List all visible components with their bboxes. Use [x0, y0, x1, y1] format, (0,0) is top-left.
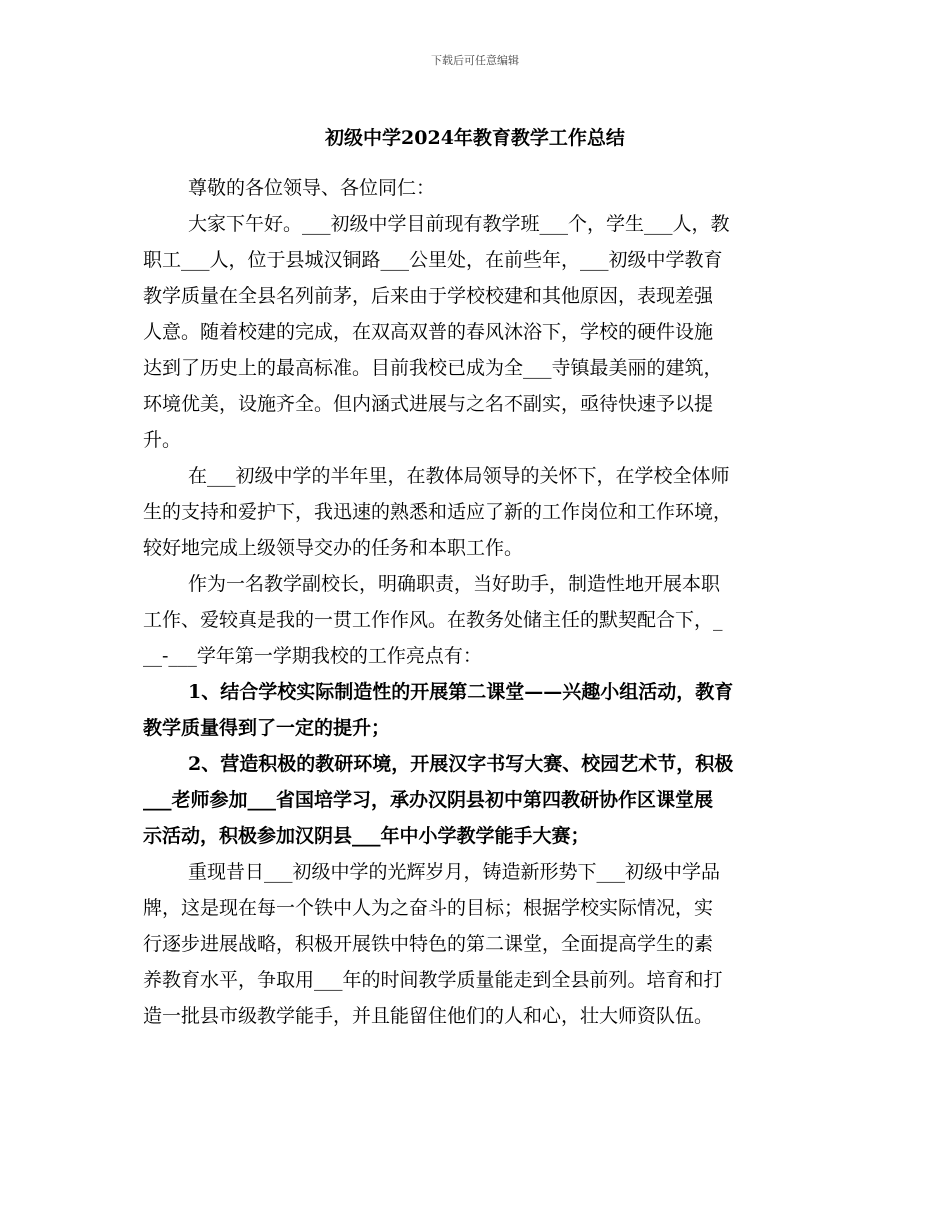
paragraph-line: 达到了历史上的最高标准。目前我校已成为全___寺镇最美丽的建筑， — [143, 357, 723, 379]
paragraph-line: ___老师参加___省国培学习，承办汉阴县初中第四教研协作区课堂展 — [143, 789, 714, 811]
paragraph-line: __-___学年第一学期我校的工作亮点有： — [143, 645, 482, 667]
paragraph-line: 升。 — [143, 429, 182, 451]
paragraph-school-intro — [143, 206, 815, 458]
paragraph-line: 教学质量在全县名列前茅，后来由于学校校建和其他原因，表现差强 — [143, 285, 714, 307]
paragraph-line: 作为一名教学副校长，明确职责，当好助手，制造性地开展本职 — [188, 573, 721, 595]
paragraph-line: 行逐步进展战略，积极开展铁中特色的第二课堂，全面提高学生的素 — [143, 933, 714, 955]
paragraph-line: 较好地完成上级领导交办的任务和本职工作。 — [143, 537, 524, 559]
paragraph-line: 人意。随着校建的完成，在双高双普的春风沐浴下，学校的硬件设施 — [143, 321, 714, 343]
paragraph-line: 牌，这是现在每一个铁中人为之奋斗的目标；根据学校实际情况，实 — [143, 897, 714, 919]
paragraph-line: 尊敬的各位领导、各位同仁： — [188, 177, 436, 199]
paragraph-role — [143, 566, 815, 674]
highlight-item-2 — [143, 746, 815, 854]
paragraph-line: 大家下午好。___初级中学目前现有教学班___个，学生___人，教 — [188, 213, 730, 235]
paragraph-line: 造一批县市级教学能手，并且能留住他们的人和心，壮大师资队伍。 — [143, 1005, 714, 1027]
paragraph-line: 职工___人，位于县城汉铜路___公里处，在前些年，___初级中学教育 — [143, 249, 723, 271]
paragraph-line: 2、营造积极的教研环境，开展汉字书写大赛、校园艺术节，积极 — [188, 753, 734, 775]
paragraph-line: 工作、爱较真是我的一贯工作作风。在教务处储主任的默契配合下，_ — [143, 609, 723, 631]
paragraph-half-year — [143, 458, 815, 566]
header-note: 下载后可任意编辑 — [431, 54, 519, 67]
document-body — [143, 170, 815, 1034]
paragraph-line: 示活动，积极参加汉阴县___年中小学教学能手大赛； — [143, 825, 590, 847]
paragraph-line: 1、结合学校实际制造性的开展第二课堂——兴趣小组活动，教育 — [188, 681, 734, 703]
paragraph-line: 重现昔日___初级中学的光辉岁月，铸造新形势下___初级中学品 — [188, 861, 721, 883]
paragraph-goals — [143, 854, 815, 1034]
paragraph-line: 养教育水平，争取用___年的时间教学质量能走到全县前列。培育和打 — [143, 969, 723, 991]
paragraph-line: 环境优美，设施齐全。但内涵式进展与之名不副实，亟待快速予以提 — [143, 393, 714, 415]
paragraph-line: 生的支持和爱护下，我迅速的熟悉和适应了新的工作岗位和工作环境， — [143, 501, 733, 523]
document-title: 初级中学2024年教育教学工作总结 — [325, 127, 625, 149]
highlight-item-1 — [143, 674, 815, 746]
paragraph-line: 在___初级中学的半年里，在教体局领导的关怀下，在学校全体师 — [188, 465, 730, 487]
paragraph-line: 教学质量得到了一定的提升； — [143, 717, 391, 739]
paragraph-greeting — [143, 170, 815, 206]
